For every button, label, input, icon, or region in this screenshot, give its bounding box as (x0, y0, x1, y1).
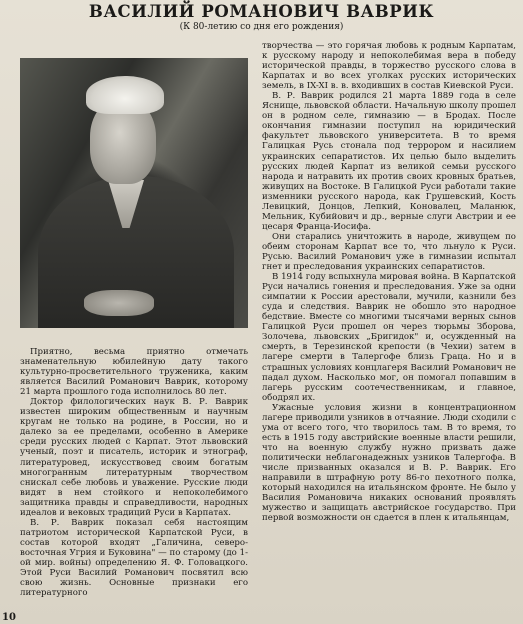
article-title: ВАСИЛИЙ РОМАНОВИЧ ВАВРИК (88, 2, 435, 21)
right-paragraph: В. Р. Ваврик родился 21 марта 1889 года в селе Яснище, львовской области. Начальную школу прошел он в родном селе, гимназию — в Бродах. После окончания гимназии поступил на юридический факультет львовского университета. В то время Галицкая Русь стонала под террором и насилием украинских сепаратистов. Их целью было выделить русских людей Карпат из великой семьи русского народа и натравить их против своих кровных братьев, живущих на Востоке. В Галицкой Руси работали такие изменники русского народа, как Грушевский, Кость Левицкий, Донцов, Лепкий, Коновалец, Маланюк, Мельник, Кубийович и др., верные слуги Австрии и ее цесаря Франца-Иосифа. (262, 91, 516, 232)
right-paragraph: Они старались уничтожить в народе, живущем по обеим сторонам Карпат все то, что льнуло к Руси. Русью. Василий Романович уже в гимназии испытал гнет и преследования украинских сепаратистов. (262, 231, 516, 273)
portrait-photo (20, 58, 248, 328)
right-text-column (262, 41, 516, 619)
left-paragraph: В. Р. Ваврик показал себя настоящим патриотом исторической Карпатской Руси, в состав которой входят „Галичина, северо-восточная Угрия и Буковина" — по старому (до 1-ой мир. войны) определению Я. Ф. Головацкого. Этой Руси Василий Романович посвятил всю свою жизнь. Основные признаки его литературного (20, 517, 248, 599)
photo-hair (86, 76, 164, 114)
article-subtitle: (К 80-летию со дня его рождения) (179, 22, 344, 32)
right-paragraph: В 1914 году вспыхнула мировая война. В Карпатской Руси начались гонения и преследования. Уже за одни симпатии к России арестовали, мучили, казнили без суда и следствия. Ваврик не обошло это народное бедствие. Вместе со многими тысячами верных сынов Галицкой Руси прошел он через тюрьмы Зборова, Золочева, львовских „Бригидок" и, осужденный на смерть, в Терезинской крепости (в Чехии) затем в лагере смерти в Талергофе близь Граца. Но и в страшных условиях концлагеря Василий Романович не падал духом. Насколько мог, он помогал попавшим в лагерь русским соотечественникам, и главное, ободрял их. (262, 272, 516, 403)
left-text-column (20, 347, 248, 619)
left-paragraph: Приятно, весьма приятно отмечать знаменательную юбилейную дату такого культурно-просветительного труженика, каким является Василий Романович Ваврик, которому 21 марта прошлого года исполнилось 80 лет. (20, 347, 248, 398)
right-paragraph: Ужасные условия жизни в концентрационном лагере приводили узников в отчаяние. Люди сходили с ума от всего того, что творилось там. В то время, то есть в 1915 году австрийские военные власти решили, что на военную службу нужно призвать даже политически неблагонадежных узников Талергофа. В числе призванных оказался и В. Р. Ваврик. Его направили в штрафную роту 86-го пехотного полка, который находился на итальянском фронте. Не было у Василия Романовича никаких оснований проявлять мужество и защищать австрийское государство. При первой возможности он сдается в плен к итальянцам, (262, 402, 516, 524)
right-paragraph: творчества — это горячая любовь к родным Карпатам, к русскому народу и непоколебимая вера в победу исторической правды, в торжество русского слова в Карпатах и во всех уголках русских исторических земель, в IX-XI в. в. входивших в состав Киевской Руси. (262, 41, 516, 92)
page-number: 10 (2, 612, 16, 623)
photo-hand (84, 290, 154, 316)
left-paragraph: Доктор филологических наук В. Р. Ваврик известен широким общественным и научным кругам не только на родине, в России, но и далеко за ее пределами, особенно в Америке среди русских людей с Карпат. Этот львовский ученый, поэт и писатель, историк и этнограф, литературовед, искусствовед своим богатым многогранным литературным творчеством снискал себе любовь и уважение. Русские люди видят в нем стойкого и непоколебимого защитника правды и справедливости, народных идеалов и вековых традиций Руси в Карпатах. (20, 397, 248, 518)
